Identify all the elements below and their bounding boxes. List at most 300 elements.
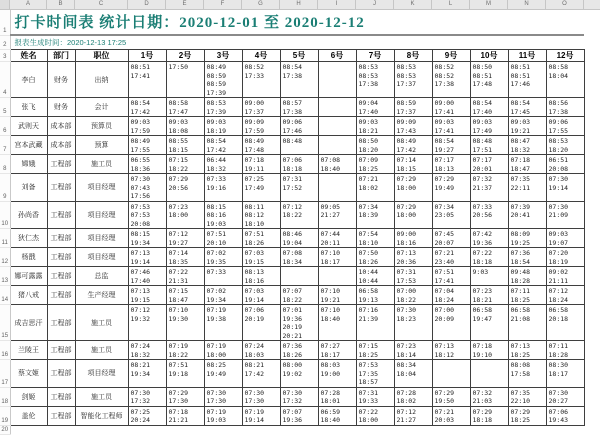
position-cell[interactable]: 项目经理 (75, 248, 128, 267)
col-header-name[interactable]: 姓名 (10, 50, 47, 62)
cell-day-8[interactable] (394, 201, 432, 229)
column-header-H[interactable]: H (280, 0, 318, 9)
col-header-day-4[interactable]: 4号 (242, 50, 280, 62)
cell-day-12[interactable] (546, 155, 584, 174)
cell-day-11[interactable] (508, 286, 546, 305)
cell-day-3[interactable] (204, 267, 242, 286)
cell-day-2[interactable] (166, 62, 204, 98)
position-cell[interactable]: 施工员 (75, 341, 128, 360)
cell-day-7[interactable] (356, 387, 394, 406)
cell-day-4[interactable] (242, 62, 280, 98)
cell-day-4[interactable] (242, 387, 280, 406)
cell-day-4[interactable] (242, 305, 280, 341)
cell-day-1[interactable] (128, 155, 166, 174)
dept-cell[interactable]: 工程部 (47, 267, 75, 286)
col-header-day-8[interactable]: 8号 (394, 50, 432, 62)
cell-day-6[interactable] (318, 229, 356, 248)
position-cell[interactable]: 生产经理 (75, 286, 128, 305)
column-header-M[interactable]: M (470, 0, 508, 9)
cell-day-10[interactable] (470, 341, 508, 360)
cell-day-12[interactable] (546, 341, 584, 360)
cell-day-12[interactable] (546, 267, 584, 286)
cell-day-12[interactable] (546, 98, 584, 117)
name-cell[interactable]: 蔡文姬 (10, 360, 47, 388)
cell-day-1[interactable] (128, 201, 166, 229)
column-header-D[interactable]: D (128, 0, 166, 9)
cell-day-7[interactable] (356, 98, 394, 117)
cell-day-6[interactable] (318, 286, 356, 305)
cell-day-10[interactable] (470, 229, 508, 248)
cell-day-10[interactable] (470, 360, 508, 388)
cell-day-4[interactable] (242, 286, 280, 305)
cell-day-1[interactable] (128, 248, 166, 267)
name-cell[interactable]: 嫦娥 (10, 155, 47, 174)
row-header-19[interactable]: 19 (0, 406, 10, 425)
cell-day-11[interactable] (508, 62, 546, 98)
row-header-4[interactable]: 4 (0, 62, 10, 98)
cell-day-2[interactable] (166, 267, 204, 286)
cell-day-6[interactable] (318, 136, 356, 155)
cell-day-5[interactable] (280, 62, 318, 98)
cell-day-5[interactable] (280, 248, 318, 267)
cell-day-8[interactable] (394, 360, 432, 388)
cell-day-2[interactable] (166, 305, 204, 341)
cell-day-9[interactable] (432, 201, 470, 229)
cell-day-3[interactable] (204, 136, 242, 155)
cell-day-6[interactable] (318, 155, 356, 174)
cell-day-11[interactable] (508, 174, 546, 202)
cell-day-8[interactable] (394, 136, 432, 155)
cell-day-10[interactable] (470, 305, 508, 341)
cell-day-12[interactable] (546, 286, 584, 305)
cell-day-3[interactable] (204, 98, 242, 117)
name-cell[interactable]: 张飞 (10, 98, 47, 117)
cell-day-5[interactable] (280, 360, 318, 388)
cell-day-11[interactable] (508, 136, 546, 155)
cell-day-6[interactable] (318, 341, 356, 360)
punch-time: 07:30 (548, 175, 569, 183)
cell-day-10[interactable] (470, 98, 508, 117)
cell-day-7[interactable] (356, 341, 394, 360)
name-cell[interactable]: 武则天 (10, 117, 47, 136)
cell-day-8[interactable] (394, 248, 432, 267)
cell-day-11[interactable] (508, 305, 546, 341)
cell-day-7[interactable] (356, 305, 394, 341)
row-header-18[interactable]: 18 (0, 387, 10, 406)
row-header-6[interactable]: 6 (0, 117, 10, 136)
row-header-5[interactable]: 5 (0, 98, 10, 117)
dept-cell[interactable]: 工程部 (47, 229, 75, 248)
row-header-2[interactable]: 2 (0, 35, 10, 50)
cell-day-9[interactable] (432, 248, 470, 267)
column-header-A[interactable]: A (10, 0, 47, 9)
column-header-E[interactable]: E (166, 0, 204, 9)
cell-day-8[interactable] (394, 62, 432, 98)
cell-day-12[interactable] (546, 406, 584, 425)
select-all-corner[interactable] (0, 0, 10, 9)
column-header-I[interactable]: I (318, 0, 356, 9)
name-cell[interactable]: 盖伦 (10, 406, 47, 425)
cell-day-2[interactable] (166, 286, 204, 305)
dept-cell[interactable]: 财务 (47, 62, 75, 98)
name-cell[interactable]: 狄仁杰 (10, 229, 47, 248)
row-header-15[interactable]: 15 (0, 305, 10, 341)
cell-day-6[interactable] (318, 248, 356, 267)
cell-day-6[interactable] (318, 406, 356, 425)
cell-day-6[interactable] (318, 201, 356, 229)
cell-day-5[interactable] (280, 286, 318, 305)
cell-day-2[interactable] (166, 98, 204, 117)
cell-day-5[interactable] (280, 406, 318, 425)
col-header-day-6[interactable]: 6号 (318, 50, 356, 62)
cell-day-1[interactable] (128, 174, 166, 202)
cell-day-5[interactable] (280, 98, 318, 117)
column-header-B[interactable]: B (47, 0, 75, 9)
cell-day-2[interactable] (166, 341, 204, 360)
column-header-L[interactable]: L (432, 0, 470, 9)
cell-day-10[interactable] (470, 136, 508, 155)
cell-day-7[interactable] (356, 136, 394, 155)
cell-day-5[interactable] (280, 341, 318, 360)
cell-day-4[interactable] (242, 360, 280, 388)
name-cell[interactable]: 刘备 (10, 174, 47, 202)
cell-day-8[interactable] (394, 117, 432, 136)
column-header-G[interactable]: G (242, 0, 280, 9)
cell-day-12[interactable] (546, 201, 584, 229)
cell-day-6[interactable] (318, 305, 356, 341)
cell-day-8[interactable] (394, 98, 432, 117)
cell-day-6[interactable] (318, 117, 356, 136)
cell-day-7[interactable] (356, 267, 394, 286)
cell-day-5[interactable] (280, 387, 318, 406)
cell-day-8[interactable] (394, 305, 432, 341)
dept-cell[interactable]: 成本部 (47, 136, 75, 155)
position-cell[interactable]: 施工员 (75, 387, 128, 406)
cell-day-4[interactable] (242, 98, 280, 117)
cell-day-2[interactable] (166, 229, 204, 248)
position-cell[interactable]: 预算 (75, 136, 128, 155)
cell-day-10[interactable] (470, 155, 508, 174)
cell-day-12[interactable] (546, 248, 584, 267)
cell-day-2[interactable] (166, 201, 204, 229)
cell-day-8[interactable] (394, 174, 432, 202)
position-cell[interactable]: 施工员 (75, 155, 128, 174)
cell-day-8[interactable] (394, 387, 432, 406)
cell-day-8[interactable] (394, 267, 432, 286)
cell-day-3[interactable] (204, 406, 242, 425)
row-header-14[interactable]: 14 (0, 286, 10, 305)
row-header-11[interactable]: 11 (0, 229, 10, 248)
cell-day-9[interactable] (432, 98, 470, 117)
col-header-day-7[interactable]: 7号 (356, 50, 394, 62)
dept-cell[interactable]: 工程部 (47, 174, 75, 202)
cell-day-1[interactable] (128, 62, 166, 98)
cell-day-11[interactable] (508, 387, 546, 406)
cell-day-8[interactable] (394, 341, 432, 360)
cell-day-11[interactable] (508, 98, 546, 117)
name-cell[interactable]: 杨戬 (10, 248, 47, 267)
cell-day-2[interactable] (166, 248, 204, 267)
cell-day-8[interactable] (394, 406, 432, 425)
cell-day-6[interactable] (318, 98, 356, 117)
row-header-10[interactable]: 10 (0, 201, 10, 229)
cell-day-11[interactable] (508, 155, 546, 174)
punch-time: 07:15 (168, 156, 189, 164)
cell-day-9[interactable] (432, 341, 470, 360)
col-header-day-11[interactable]: 11号 (508, 50, 546, 62)
cell-day-9[interactable] (432, 117, 470, 136)
cell-day-11[interactable] (508, 267, 546, 286)
cell-day-7[interactable] (356, 201, 394, 229)
position-cell[interactable]: 预算员 (75, 117, 128, 136)
cell-day-8[interactable] (394, 286, 432, 305)
cell-day-11[interactable] (508, 360, 546, 388)
cell-day-3[interactable] (204, 286, 242, 305)
cell-day-2[interactable] (166, 174, 204, 202)
position-cell[interactable]: 施工员 (75, 305, 128, 341)
cell-day-2[interactable] (166, 136, 204, 155)
position-cell[interactable]: 项目经理 (75, 201, 128, 229)
name-cell[interactable]: 娜可露露 (10, 267, 47, 286)
name-cell[interactable]: 李白 (10, 62, 47, 98)
cell-day-2[interactable] (166, 406, 204, 425)
punch-time: 07:21 (434, 407, 455, 416)
cell-day-11[interactable] (508, 341, 546, 360)
cell-day-12[interactable] (546, 174, 584, 202)
punch-time: 08:47 (510, 137, 531, 145)
cell-day-9[interactable] (432, 136, 470, 155)
cell-day-4[interactable] (242, 229, 280, 248)
cell-day-1[interactable] (128, 360, 166, 388)
cell-day-9[interactable] (432, 267, 470, 286)
cell-day-5[interactable] (280, 136, 318, 155)
cell-day-7[interactable] (356, 229, 394, 248)
position-cell[interactable]: 项目经理 (75, 360, 128, 388)
position-cell[interactable]: 出纳 (75, 62, 128, 98)
cell-day-5[interactable] (280, 201, 318, 229)
cell-day-1[interactable] (128, 387, 166, 406)
cell-day-3[interactable] (204, 201, 242, 229)
cell-day-9[interactable] (432, 360, 470, 388)
position-cell[interactable]: 项目经理 (75, 229, 128, 248)
cell-day-1[interactable] (128, 341, 166, 360)
cell-day-7[interactable] (356, 174, 394, 202)
dept-cell[interactable]: 工程部 (47, 286, 75, 305)
position-cell[interactable]: 智能化工程师 (75, 406, 128, 425)
cell-day-10[interactable] (470, 387, 508, 406)
name-cell[interactable]: 宫本武藏 (10, 136, 47, 155)
cell-day-1[interactable] (128, 286, 166, 305)
cell-day-4[interactable] (242, 341, 280, 360)
cell-day-4[interactable] (242, 117, 280, 136)
col-header-day-5[interactable]: 5号 (280, 50, 318, 62)
cell-day-5[interactable] (280, 267, 318, 286)
name-cell[interactable]: 成吉思汗 (10, 305, 47, 341)
position-cell[interactable]: 会计 (75, 98, 128, 117)
dept-cell[interactable]: 工程部 (47, 201, 75, 229)
cell-day-12[interactable] (546, 360, 584, 388)
column-header-C[interactable]: C (75, 0, 128, 9)
column-header-K[interactable]: K (394, 0, 432, 9)
cell-day-10[interactable] (470, 201, 508, 229)
dept-cell[interactable]: 工程部 (47, 155, 75, 174)
cell-day-3[interactable] (204, 155, 242, 174)
col-header-day-1[interactable]: 1号 (128, 50, 166, 62)
cell-day-7[interactable] (356, 62, 394, 98)
cell-day-7[interactable] (356, 117, 394, 136)
cell-day-12[interactable] (546, 62, 584, 98)
empty-cells[interactable] (10, 425, 584, 434)
cell-day-2[interactable] (166, 360, 204, 388)
cell-day-11[interactable] (508, 201, 546, 229)
dept-cell[interactable]: 工程部 (47, 406, 75, 425)
cell-day-1[interactable] (128, 305, 166, 341)
cell-day-2[interactable] (166, 155, 204, 174)
cell-day-5[interactable] (280, 229, 318, 248)
cell-day-10[interactable] (470, 286, 508, 305)
cell-day-3[interactable] (204, 229, 242, 248)
cell-day-4[interactable] (242, 174, 280, 202)
col-header-day-9[interactable]: 9号 (432, 50, 470, 62)
column-header-N[interactable]: N (508, 0, 546, 9)
cell-day-10[interactable] (470, 267, 508, 286)
cell-day-9[interactable] (432, 305, 470, 341)
row-header-1[interactable]: 1 (0, 10, 10, 35)
row-header-16[interactable]: 16 (0, 341, 10, 360)
cell-day-1[interactable] (128, 229, 166, 248)
cell-day-10[interactable] (470, 62, 508, 98)
cell-day-5[interactable] (280, 155, 318, 174)
cell-day-2[interactable] (166, 387, 204, 406)
col-header-dept[interactable]: 部门 (47, 50, 75, 62)
cell-day-1[interactable] (128, 98, 166, 117)
cell-day-3[interactable] (204, 360, 242, 388)
column-header-J[interactable]: J (356, 0, 394, 9)
dept-cell[interactable]: 工程部 (47, 387, 75, 406)
cell-day-5[interactable] (280, 174, 318, 202)
table-row (0, 98, 584, 117)
row-header-12[interactable]: 12 (0, 248, 10, 267)
cell-day-8[interactable] (394, 155, 432, 174)
cell-day-3[interactable] (204, 248, 242, 267)
row-header-9[interactable]: 9 (0, 174, 10, 202)
cell-day-11[interactable] (508, 229, 546, 248)
cell-day-3[interactable] (204, 174, 242, 202)
cell-day-5[interactable] (280, 117, 318, 136)
col-header-day-12[interactable]: 12号 (546, 50, 584, 62)
row-header-3[interactable]: 3 (0, 50, 10, 62)
cell-day-1[interactable] (128, 136, 166, 155)
cell-day-1[interactable] (128, 406, 166, 425)
cell-day-6[interactable] (318, 174, 356, 202)
row-header-8[interactable]: 8 (0, 155, 10, 174)
cell-day-4[interactable] (242, 155, 280, 174)
punch-time: 08:53 (206, 99, 227, 107)
cell-day-1[interactable] (128, 117, 166, 136)
row-header-17[interactable]: 17 (0, 360, 10, 388)
cell-day-9[interactable] (432, 155, 470, 174)
dept-cell[interactable]: 工程部 (47, 305, 75, 341)
cell-day-3[interactable] (204, 62, 242, 98)
column-header-F[interactable]: F (204, 0, 242, 9)
name-cell[interactable]: 剑姬 (10, 387, 47, 406)
cell-day-10[interactable] (470, 248, 508, 267)
cell-day-8[interactable] (394, 229, 432, 248)
cell-day-4[interactable] (242, 267, 280, 286)
cell-day-1[interactable] (128, 267, 166, 286)
position-cell[interactable]: 总监 (75, 267, 128, 286)
cell-day-11[interactable] (508, 406, 546, 425)
cell-day-7[interactable] (356, 406, 394, 425)
position-cell[interactable]: 项目经理 (75, 174, 128, 202)
cell-day-3[interactable] (204, 341, 242, 360)
cell-day-4[interactable] (242, 201, 280, 229)
col-header-day-2[interactable]: 2号 (166, 50, 204, 62)
punch-time: 19:30 (168, 314, 189, 323)
cell-day-7[interactable] (356, 248, 394, 267)
cell-day-7[interactable] (356, 360, 394, 388)
cell-day-6[interactable] (318, 267, 356, 286)
name-cell[interactable]: 猪八戒 (10, 286, 47, 305)
cell-day-11[interactable] (508, 117, 546, 136)
cell-day-4[interactable] (242, 248, 280, 267)
cell-day-12[interactable] (546, 387, 584, 406)
cell-day-3[interactable] (204, 387, 242, 406)
dept-cell[interactable]: 工程部 (47, 360, 75, 388)
cell-day-5[interactable] (280, 305, 318, 341)
row-header-13[interactable]: 13 (0, 267, 10, 286)
cell-day-9[interactable] (432, 387, 470, 406)
cell-day-10[interactable] (470, 117, 508, 136)
col-header-day-3[interactable]: 3号 (204, 50, 242, 62)
cell-day-3[interactable] (204, 305, 242, 341)
cell-day-12[interactable] (546, 305, 584, 341)
dept-cell[interactable]: 工程部 (47, 341, 75, 360)
cell-day-9[interactable] (432, 174, 470, 202)
col-header-day-10[interactable]: 10号 (470, 50, 508, 62)
dept-cell[interactable]: 成本部 (47, 117, 75, 136)
cell-day-10[interactable] (470, 174, 508, 202)
cell-day-2[interactable] (166, 117, 204, 136)
cell-day-7[interactable] (356, 155, 394, 174)
cell-day-9[interactable] (432, 286, 470, 305)
dept-cell[interactable]: 财务 (47, 98, 75, 117)
cell-day-12[interactable] (546, 117, 584, 136)
dept-cell[interactable]: 工程部 (47, 248, 75, 267)
cell-day-9[interactable] (432, 62, 470, 98)
row-header-7[interactable]: 7 (0, 136, 10, 155)
cell-day-9[interactable] (432, 406, 470, 425)
cell-day-6[interactable] (318, 62, 356, 98)
cell-day-7[interactable] (356, 286, 394, 305)
cell-day-4[interactable] (242, 136, 280, 155)
cell-day-4[interactable] (242, 406, 280, 425)
cell-day-6[interactable] (318, 387, 356, 406)
row-header-20[interactable]: 20 (1, 426, 9, 433)
cell-day-11[interactable] (508, 248, 546, 267)
cell-day-3[interactable] (204, 117, 242, 136)
punch-time: 07:02 (206, 287, 227, 295)
cell-day-12[interactable] (546, 136, 584, 155)
cell-day-12[interactable] (546, 229, 584, 248)
cell-day-10[interactable] (470, 406, 508, 425)
column-header-O[interactable]: O (546, 0, 584, 9)
name-cell[interactable]: 孙尚香 (10, 201, 47, 229)
cell-day-6[interactable] (318, 360, 356, 388)
cell-day-9[interactable] (432, 229, 470, 248)
name-cell[interactable]: 兰陵王 (10, 341, 47, 360)
col-header-position[interactable]: 职位 (75, 50, 128, 62)
